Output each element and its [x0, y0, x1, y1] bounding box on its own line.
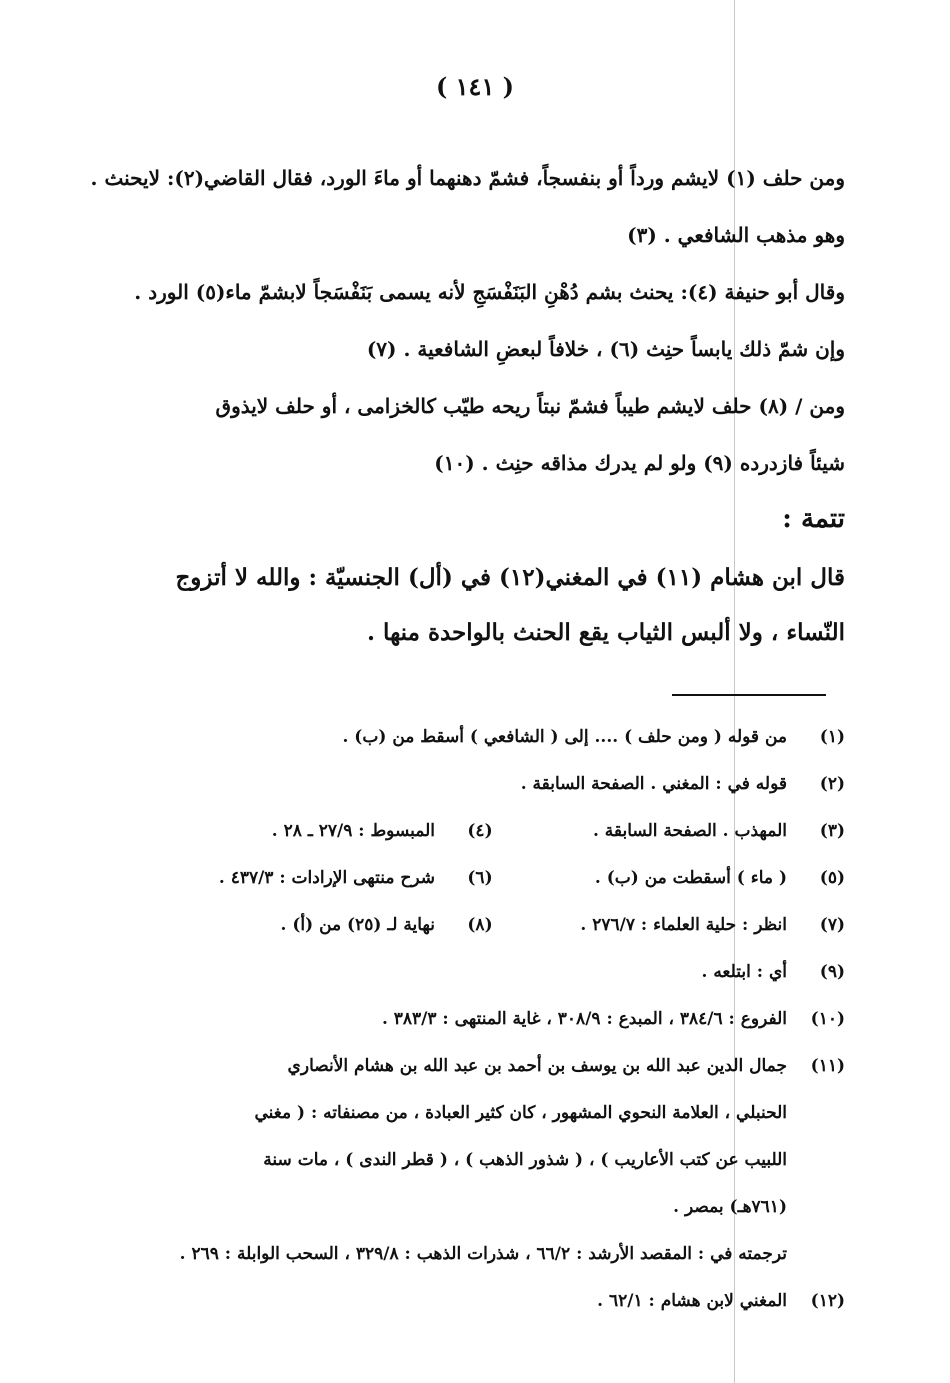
body-line: النّساء ، ولا ألبس الثياب يقع الحنث بالواحدة منها .	[367, 619, 845, 646]
footnote-text: ( ماء ) أسقطت من (ب) .	[594, 868, 787, 888]
footnote-12	[130, 1278, 845, 1325]
footnote-number: (٣)	[819, 821, 845, 841]
footnote-text: نهاية لـ (٢٥) من (أ) .	[280, 915, 435, 935]
footnote-11	[130, 1043, 845, 1090]
footnote-number: (٥)	[819, 868, 845, 888]
footnotes	[130, 714, 845, 1325]
footnote-number: (٢)	[819, 774, 845, 794]
footnote-number: (٤)	[467, 821, 493, 841]
footnote-text: المغني لابن هشام : ٦٢/١ .	[597, 1291, 787, 1311]
footnote-number: (٩)	[819, 962, 845, 982]
footnote-text: المبسوط : ٢٧/٩ ـ ٢٨ .	[271, 821, 435, 841]
footnote-9	[130, 949, 845, 996]
body-line: وقال أبو حنيفة (٤): يحنث بشم دُهْنِ البَنَفْسَجِ لأنه يسمى بَنَفْسَجاً لابشمّ ماء(٥) الورد .	[134, 280, 845, 304]
footnote-11-continuation: الحنبلي ، العلامة النحوي المشهور ، كان كثير العبادة ، من مصنفاته : ( مغني	[254, 1103, 787, 1123]
footnote-10	[130, 996, 845, 1043]
footnote-number: (١١)	[810, 1056, 845, 1076]
footnote-text: الفروع : ٣٨٤/٦ ، المبدع : ٣٠٨/٩ ، غاية المنتهى : ٣٨٣/٣ .	[381, 1009, 787, 1029]
footnote-number: (١٢)	[810, 1291, 845, 1311]
body-line: وإن شمّ ذلك يابساً حنِث (٦) ، خلافاً لبعضِ الشافعية . (٧)	[366, 337, 845, 361]
footnote-text: قوله في : المغني . الصفحة السابقة .	[520, 774, 787, 794]
footnote-text: انظر : حلية العلماء : ٢٧٦/٧ .	[580, 915, 787, 935]
footnote-2	[130, 761, 845, 808]
body-line: وهو مذهب الشافعي . (٣)	[627, 223, 845, 247]
footnote-text: شرح منتهى الإرادات : ٤٣٧/٣ .	[218, 868, 435, 888]
section-heading: تتمة :	[782, 504, 845, 534]
footnote-number: (١)	[819, 727, 845, 747]
footnote-number: (١٠)	[810, 1009, 845, 1029]
footnote-3-4	[130, 808, 845, 855]
footnote-number: (٦)	[467, 868, 493, 888]
footnote-separator	[672, 694, 826, 696]
footnote-1	[130, 714, 845, 761]
footnote-text: من قوله ( ومن حلف ) .... إلى ( الشافعي ) أسقط من (ب) .	[342, 727, 787, 747]
footnote-11-continuation: اللبيب عن كتب الأعاريب ) ، ( شذور الذهب ) ، ( قطر الندى ) ، مات سنة	[263, 1150, 787, 1170]
footnote-7-8	[130, 902, 845, 949]
footnote-number: (٨)	[467, 915, 493, 935]
footnote-5-6	[130, 855, 845, 902]
body-line: قال ابن هشام (١١) في المغني(١٢) في (أل) الجنسيّة : والله لا أتزوج	[175, 564, 845, 591]
body-line: شيئاً فازدرده (٩) ولو لم يدرك مذاقه حنِث . (١٠)	[434, 451, 845, 475]
page-number: ( ١٤١ )	[435, 72, 515, 101]
footnote-11-bio: ترجمته في : المقصد الأرشد : ٦٦/٢ ، شذرات الذهب : ٣٢٩/٨ ، السحب الوابلة : ٢٦٩ .	[179, 1244, 787, 1264]
main-text	[90, 150, 845, 657]
footnote-11-continuation: (٧٦١هـ) بمصر .	[673, 1197, 787, 1217]
footnote-text: المهذب . الصفحة السابقة .	[592, 821, 787, 841]
footnote-number: (٧)	[819, 915, 845, 935]
body-line: ومن حلف (١) لايشم ورداً أو بنفسجاً، فشمّ دهنهما أو ماءَ الورد، فقال القاضي(٢): لايحنث .	[90, 166, 845, 190]
body-line: ومن / (٨) حلف لايشم طيباً فشمّ نبتاً ريحه طيّب كالخزامى ، أو حلف لايذوق	[215, 394, 845, 418]
footnote-text: أي : ابتلعه .	[701, 962, 787, 982]
footnote-text: جمال الدين عبد الله بن يوسف بن أحمد بن عبد الله بن هشام الأنصاري	[287, 1056, 787, 1076]
